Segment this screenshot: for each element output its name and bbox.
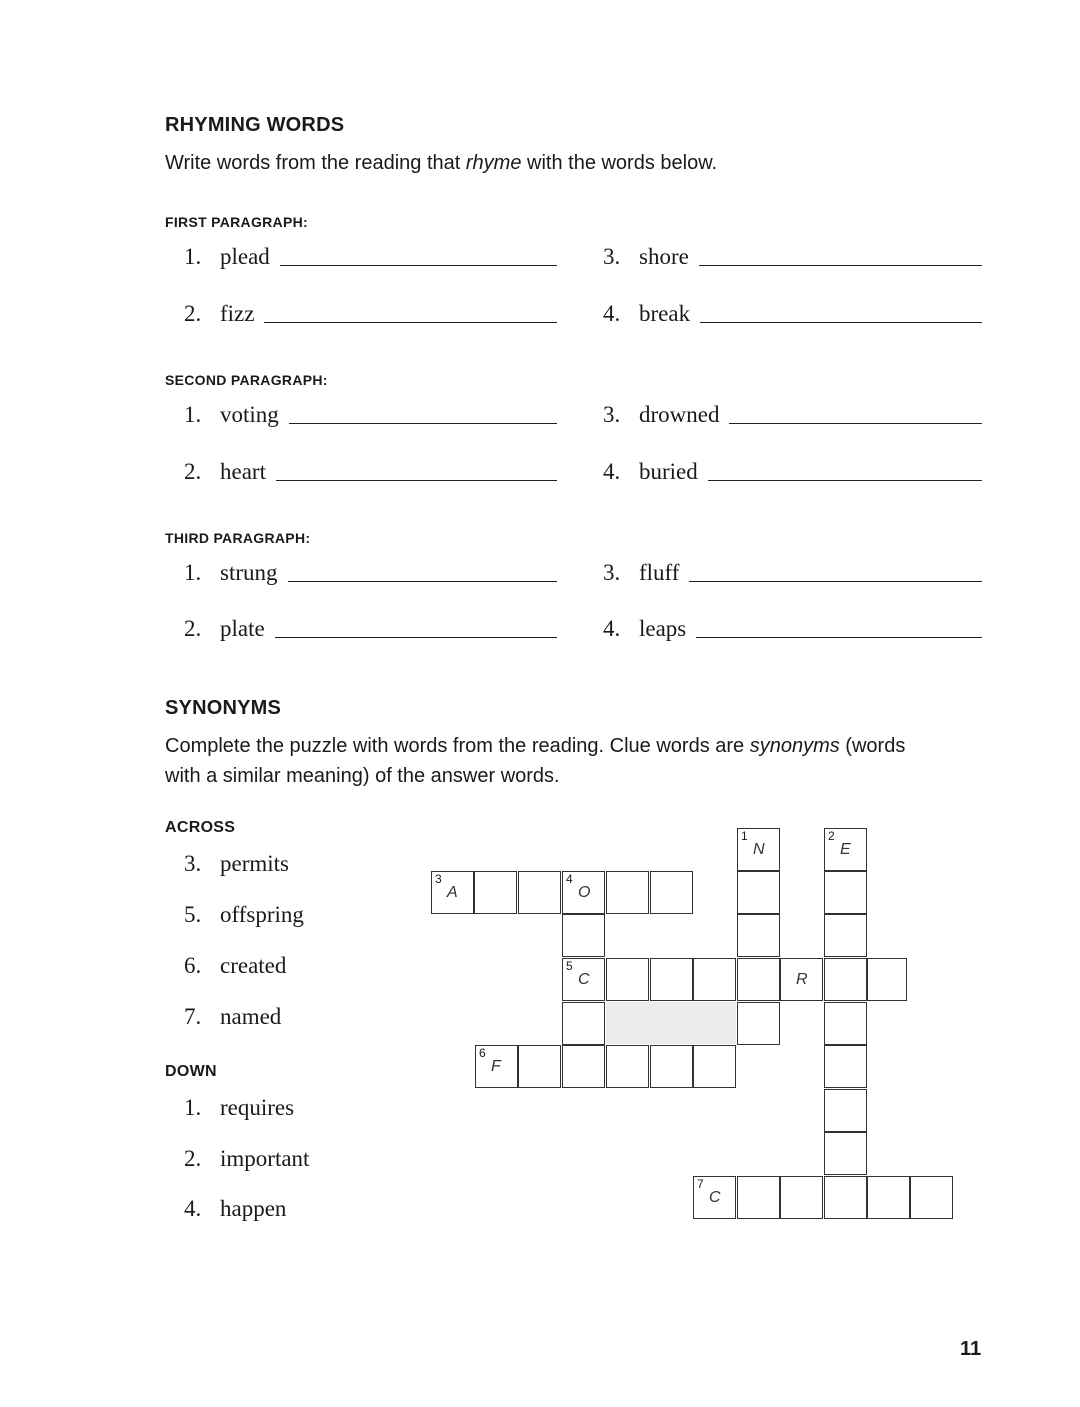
cell-letter: F [491,1058,501,1075]
grid-cell[interactable] [606,1045,649,1088]
grid-cell[interactable] [780,1176,823,1219]
clue-across [184,902,304,928]
cell-letter: C [578,971,590,988]
item-number: 1. [184,560,202,585]
rhyme-item [603,459,982,485]
cell-number: 2 [828,829,835,843]
grid-cell[interactable] [606,958,649,1001]
cell-letter: E [840,841,851,858]
cell-letter: N [753,841,765,858]
item-word: drowned [639,402,720,427]
clue-across [184,953,286,979]
item-word: buried [639,459,698,484]
grid-cell[interactable] [562,871,605,914]
answer-line[interactable] [276,479,557,481]
instruction-emphasis: rhyme [465,152,522,174]
grid-cell[interactable] [562,958,605,1001]
rhyme-item [184,560,557,586]
cell-number: 4 [566,872,573,886]
item-number: 1. [184,244,202,269]
grid-cell[interactable] [824,958,867,1001]
grid-cell[interactable] [693,958,736,1001]
grid-cell[interactable] [780,958,823,1001]
clue-word: permits [220,851,289,876]
answer-line[interactable] [729,422,982,424]
grid-cell[interactable] [693,1045,736,1088]
grid-cell[interactable] [737,871,780,914]
answer-line[interactable] [280,264,557,266]
rhyme-item [184,459,557,485]
item-number: 2. [184,616,202,641]
grid-cell[interactable] [650,958,693,1001]
clue-number: 6. [184,953,202,978]
item-word: fizz [220,301,255,326]
rhyming-instruction [165,148,717,178]
grid-cell[interactable] [824,871,867,914]
clue-number: 5. [184,902,202,927]
instruction-text: Write words from the reading that [165,152,466,174]
grid-cell[interactable] [518,1045,561,1088]
grid-cell[interactable] [737,1176,780,1219]
item-word: break [639,301,691,326]
rhyme-item [603,244,982,270]
grid-cell[interactable] [562,1002,605,1045]
clue-number: 1. [184,1095,202,1120]
page-number: 11 [960,1338,982,1360]
item-number: 1. [184,402,202,427]
instruction-line-1 [165,731,925,761]
grid-cell[interactable] [824,1089,867,1132]
item-number: 4. [603,301,621,326]
cell-number: 6 [479,1046,486,1060]
answer-line[interactable] [696,636,982,638]
synonyms-heading: SYNONYMS [165,697,282,719]
synonyms-instruction [165,731,925,791]
item-word: voting [220,402,279,427]
clue-across [184,1004,281,1030]
grid-cell[interactable] [824,1002,867,1045]
group-title-third: THIRD PARAGRAPH: [165,530,311,546]
cell-number: 5 [566,959,573,973]
grid-cell[interactable] [867,1176,910,1219]
grid-cell[interactable] [824,828,867,871]
cell-letter: A [447,884,458,901]
item-number: 3. [603,402,621,427]
item-word: shore [639,244,689,269]
grid-cell[interactable] [562,1045,605,1088]
rhyme-item [603,560,982,586]
cell-number: 1 [741,829,748,843]
clue-across [184,851,289,877]
clue-down [184,1095,294,1121]
grid-cell[interactable] [910,1176,953,1219]
item-number: 3. [603,560,621,585]
clue-number: 2. [184,1146,202,1171]
item-number: 4. [603,616,621,641]
clue-word: happen [220,1196,287,1221]
cell-letter: R [796,971,808,988]
grid-cell[interactable] [693,1176,736,1219]
clue-word: offspring [220,902,304,927]
clue-word: important [220,1146,310,1171]
across-title: ACROSS [165,819,236,836]
item-number: 2. [184,301,202,326]
answer-line[interactable] [699,264,982,266]
grid-cell[interactable] [824,1045,867,1088]
answer-line[interactable] [689,580,982,582]
rhyming-heading: RHYMING WORDS [165,114,345,136]
item-number: 2. [184,459,202,484]
group-title-second: SECOND PARAGRAPH: [165,372,328,388]
rhyme-item [603,616,982,642]
grid-cell[interactable] [867,958,907,1001]
instruction-line-2: with a similar meaning) of the answer words. [165,765,560,787]
item-word: strung [220,560,278,585]
clue-word: requires [220,1095,295,1120]
item-word: heart [220,459,266,484]
clue-down [184,1146,309,1172]
grid-cell[interactable] [824,1132,867,1175]
answer-line[interactable] [708,479,982,481]
clue-number: 7. [184,1004,202,1029]
rhyme-item [184,402,557,428]
shaded-block [606,1002,736,1044]
answer-line[interactable] [289,422,557,424]
grid-cell[interactable] [475,1045,518,1088]
group-title-first: FIRST PARAGRAPH: [165,214,308,230]
grid-cell[interactable] [650,1045,693,1088]
instruction-emphasis: synonyms [749,735,840,757]
answer-line[interactable] [275,636,557,638]
grid-cell[interactable] [518,871,561,914]
rhyme-item [603,301,982,327]
grid-cell[interactable] [431,871,474,914]
item-number: 4. [603,459,621,484]
clue-word: created [220,953,287,978]
clue-down [184,1196,286,1222]
grid-cell[interactable] [737,1002,780,1045]
item-word: leaps [639,616,687,641]
cell-letter: O [578,884,591,901]
down-title: DOWN [165,1063,217,1080]
instruction-text: (words [839,735,906,757]
instruction-text: with the words below. [521,152,718,174]
rhyme-item [603,402,982,428]
cell-letter: C [709,1189,721,1206]
grid-cell[interactable] [650,871,693,914]
grid-cell[interactable] [737,828,780,871]
grid-cell[interactable] [606,871,649,914]
item-word: fluff [639,560,680,585]
rhyme-item [184,244,557,270]
rhyme-item [184,301,557,327]
clue-number: 4. [184,1196,202,1221]
clue-word: named [220,1004,282,1029]
item-word: plate [220,616,265,641]
grid-cell[interactable] [737,914,780,957]
grid-cell[interactable] [824,1176,867,1219]
answer-line[interactable] [288,580,558,582]
item-number: 3. [603,244,621,269]
grid-cell[interactable] [562,914,605,957]
grid-cell[interactable] [474,871,517,914]
answer-line[interactable] [700,321,982,323]
cell-number: 7 [697,1177,704,1191]
rhyme-item [184,616,557,642]
cell-number: 3 [435,872,442,886]
grid-cell[interactable] [824,914,867,957]
item-word: plead [220,244,270,269]
answer-line[interactable] [264,321,557,323]
instruction-text: Complete the puzzle with words from the reading. Clue words are [165,735,750,757]
grid-cell[interactable] [737,958,780,1001]
clue-number: 3. [184,851,202,876]
